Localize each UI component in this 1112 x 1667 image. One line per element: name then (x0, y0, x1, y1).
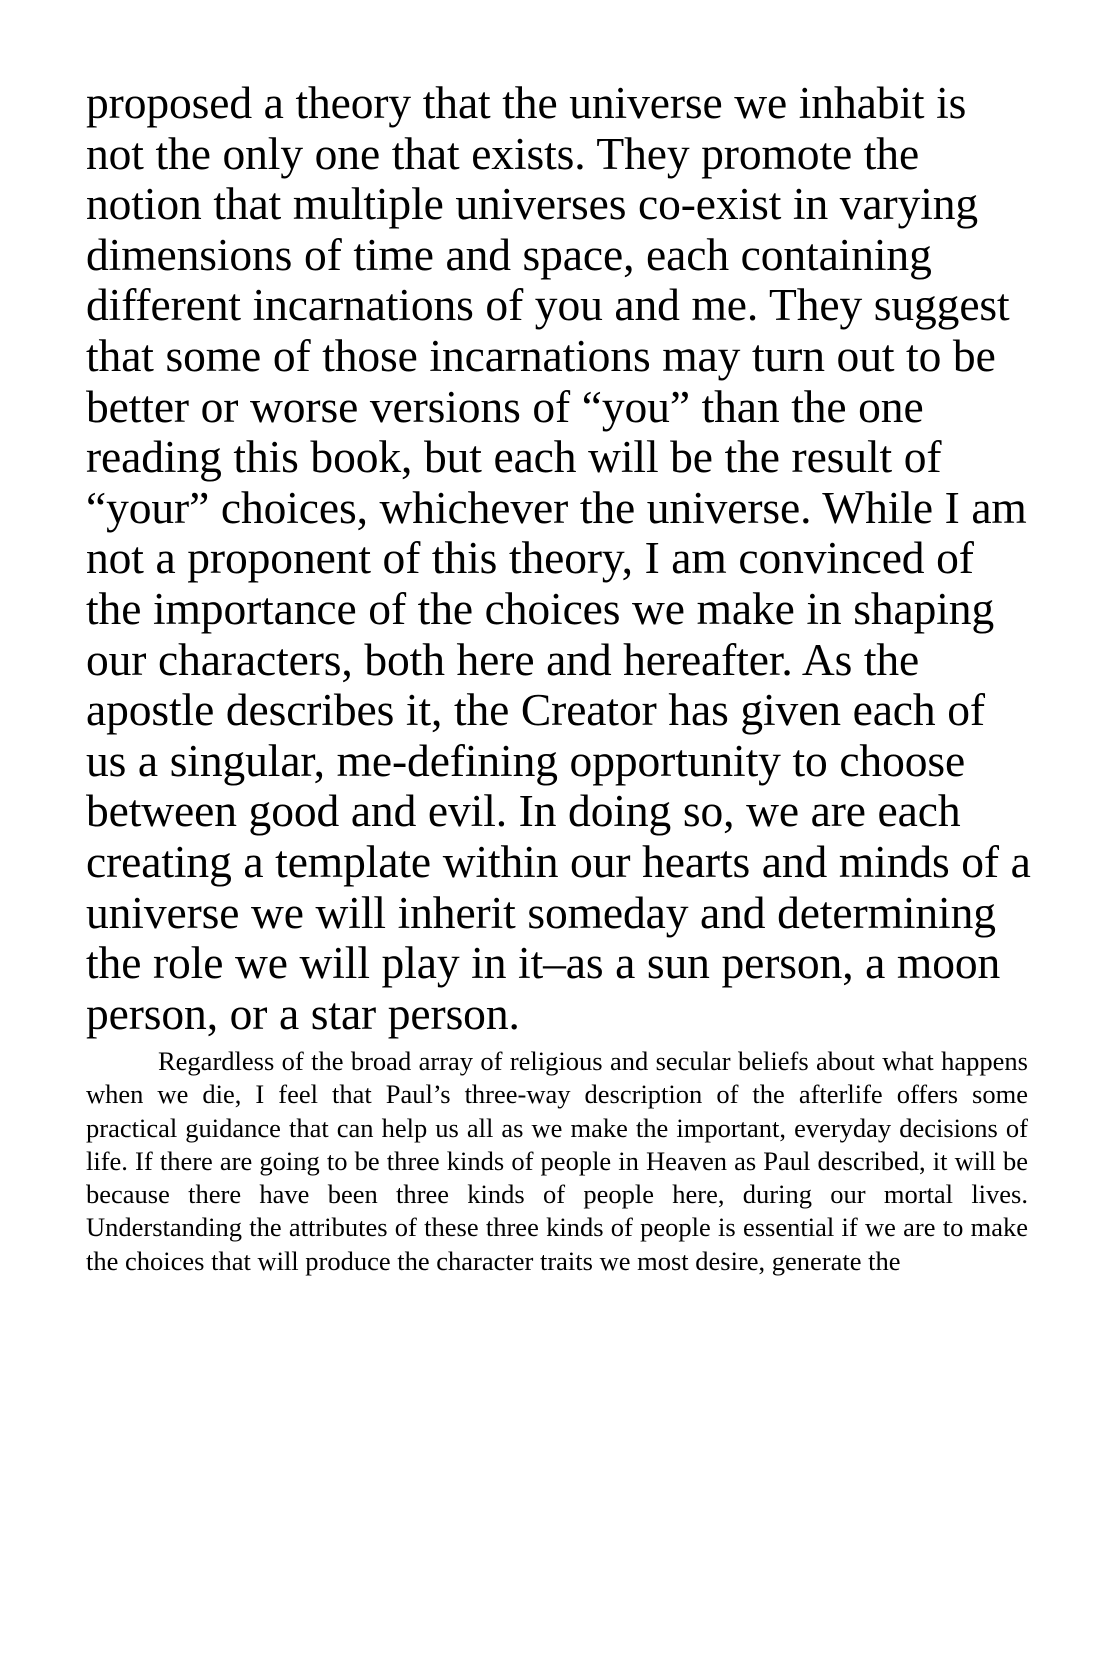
paragraph-continued: proposed a theory that the universe we inhabit is not the only one that exists. They promote the notion that multiple universes co-exist in varying dimensions of time and space, each containing different incarnations of you and me. They suggest that some of those incarnations may turn out to be better or worse versions of “you” than the one reading this book, but each will be the result of “your” choices, whichever the universe. While I am not a proponent of this theory, I am convinced of the importance of the choices we make in shaping our characters, both here and hereafter. As the apostle describes it, the Creator has given each of us a singular, me-defining opportunity to choose between good and evil. In doing so, we are each creating a template within our hearts and minds of a universe we will inherit someday and determining the role we will play in it–as a sun person, a moon person, or a star person. (86, 77, 1031, 1039)
paragraph-next: Regardless of the broad array of religious and secular beliefs about what happens when we die, I feel that Paul’s three-way description of the afterlife offers some practical guidance that can help us all as we make the important, everyday decisions of life. If there are going to be three kinds of people in Heaven as Paul described, it will be because there have been three kinds of people here, during our mortal lives. Understanding the attributes of these three kinds of people is essential if we are to make the choices that will produce the character traits we most desire, generate the (86, 1046, 1028, 1276)
